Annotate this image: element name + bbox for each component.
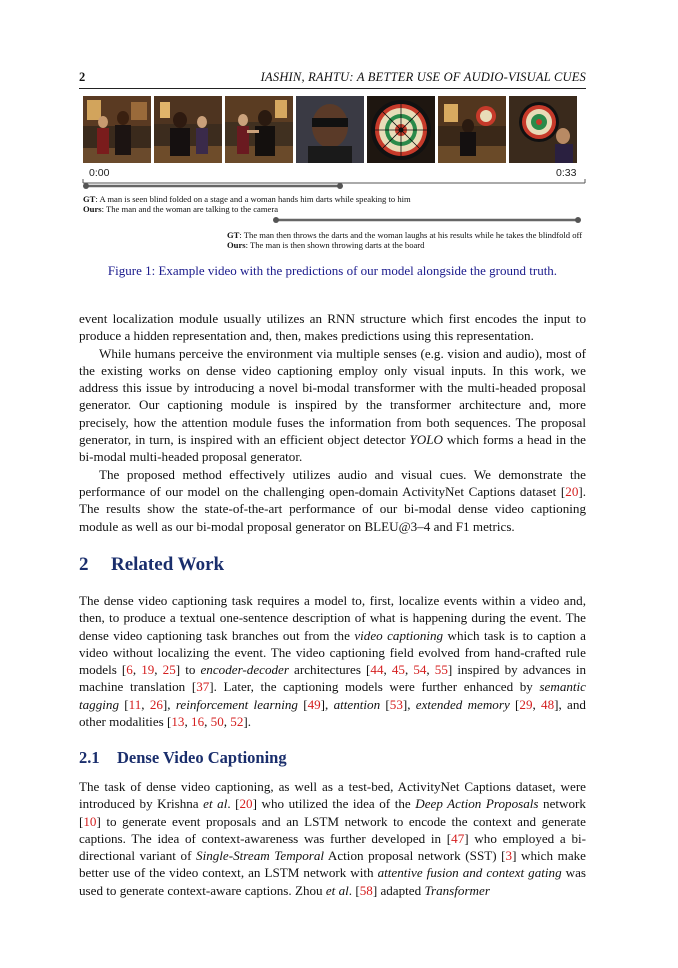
segment-1-ours-caption: Ours: The man and the woman are talking to the camera bbox=[83, 204, 279, 214]
citation-link[interactable]: 11 bbox=[128, 696, 142, 712]
citation-link[interactable]: 52 bbox=[230, 714, 244, 730]
video-frame-4 bbox=[296, 96, 364, 163]
citation-link[interactable]: 47 bbox=[451, 830, 465, 846]
citation-link[interactable]: 25 bbox=[162, 662, 176, 678]
section-2-paragraph: The dense video captioning task requires a model to, first, localize events within a video and, then, to produce a textual one-sentence description of what is happening during the event. The dense video captioning task branches out from the video captioning which task is to caption a video without localizing the event. The video captioning field evolved from hand-crafted rule models [6, 19, 25] to encoder-decoder architectures [44, 45, 54, 55] inspired by advances in machine translation [37]. Later, the captioning models were further enhanced by semantic tagging [11, 26], reinforcement learning [49], attention [53], extended memory [29, 48], and other modalities [13, 16, 50, 52]. bbox=[79, 593, 587, 730]
subsection-heading: 2.1 Dense Video Captioning bbox=[79, 748, 287, 767]
figure-caption: Figure 1: Example video with the predictions of our model alongside the ground truth. bbox=[107, 263, 558, 278]
timeline-start-label: 0:00 bbox=[89, 167, 110, 179]
video-frames bbox=[83, 96, 585, 164]
segment-2-end-dot bbox=[575, 217, 581, 223]
citation-link[interactable]: 49 bbox=[307, 696, 321, 712]
citation-link[interactable]: 20 bbox=[239, 796, 253, 812]
video-frame-1 bbox=[83, 96, 151, 163]
citation-link[interactable]: 16 bbox=[191, 714, 205, 730]
segment-2-gt-caption: GT: The man then throws the darts and the woman laughs at his results while he takes the blindfold off bbox=[227, 230, 583, 240]
citation-link[interactable]: 50 bbox=[210, 714, 224, 730]
segment-1-start-dot bbox=[83, 183, 89, 189]
section-2-1-text bbox=[79, 778, 586, 899]
segment-1-end-dot bbox=[337, 183, 343, 189]
segment-1-gt-caption: GT: A man is seen blind folded on a stage and a woman hands him darts while speaking to him bbox=[83, 194, 411, 204]
citation-link[interactable]: 44 bbox=[370, 662, 384, 678]
intro-text bbox=[79, 310, 586, 535]
video-frame-2 bbox=[154, 96, 222, 163]
citation-link[interactable]: 29 bbox=[519, 696, 533, 712]
timeline-end-label: 0:33 bbox=[556, 167, 577, 179]
citation-link[interactable]: 19 bbox=[141, 662, 155, 678]
page-number: 2 bbox=[79, 70, 86, 84]
citation-link[interactable]: 10 bbox=[83, 813, 97, 829]
section-heading: 2 Related Work bbox=[79, 554, 225, 575]
page-header bbox=[79, 68, 586, 89]
segment-2-ours-caption: Ours: The man is then shown throwing darts at the board bbox=[227, 240, 425, 250]
citation-link[interactable]: 26 bbox=[149, 696, 163, 712]
intro-paragraph-1: event localization module usually utilizes an RNN structure which first encodes the input to produce a hidden representation and, then, makes predictions using this representation. bbox=[79, 311, 586, 344]
video-frame-7 bbox=[509, 96, 577, 163]
video-frame-3 bbox=[225, 96, 293, 163]
intro-paragraph-3: The proposed method effectively utilizes audio and visual cues. We demonstrate the performance of our model on the challenging open-domain ActivityNet Captions dataset [20]. The results show the state-of-the-art performance of our bi-modal dense video captioning module as well as our bi-modal proposal generator on BLEU@3–4 and F1 metrics. bbox=[79, 466, 586, 534]
citation-link[interactable]: 13 bbox=[171, 714, 185, 730]
intro-paragraph-2: While humans perceive the environment via multiple senses (e.g. vision and audio), most of the existing works on dense video captioning employ only visual inputs. In this work, we address this issue by introducing a novel bi-modal transformer with the multi-headed proposal generator. Our captioning module is inspired by the transformer architecture and, more precisely, how the attention module fuses the information from both sequences. The proposal generator, in turn, is inspired with an efficient object detector YOLO which forms a head in the bi-modal multi-headed proposal generator. bbox=[79, 345, 586, 465]
citation-link[interactable]: 45 bbox=[391, 662, 405, 678]
citation-link[interactable]: 53 bbox=[389, 696, 403, 712]
section-2-1-paragraph: The task of dense video captioning, as well as a test-bed, ActivityNet Captions dataset, were introduced by Krishna et al. [20] who utilized the idea of the Deep Action Proposals network [10] to generate event proposals and an LSTM network to encode the context and generate captions. The idea of context-awareness was further developed in [47] who employed a bi-directional variant of Single-Stream Temporal Action proposal network (SST) [3] which make better use of the video context, an LSTM network with attentive fusion and context gating was used to generate context-aware captions. Zhou et al. [58] adapted Transformer bbox=[79, 779, 586, 898]
citation-link[interactable]: 37 bbox=[196, 679, 210, 695]
running-title: IASHIN, RAHTU: A BETTER USE OF AUDIO-VISUAL CUES bbox=[260, 70, 586, 84]
citation-link[interactable]: 58 bbox=[359, 882, 373, 898]
section-2-text bbox=[79, 592, 586, 730]
citation-link[interactable]: 20 bbox=[565, 483, 579, 499]
citation-link[interactable]: 6 bbox=[126, 662, 133, 678]
segment-2-start-dot bbox=[273, 217, 279, 223]
citation-link[interactable]: 54 bbox=[413, 662, 427, 678]
video-frame-5 bbox=[367, 96, 435, 163]
citation-link[interactable]: 55 bbox=[434, 662, 448, 678]
citation-link[interactable]: 3 bbox=[505, 848, 513, 864]
citation-link[interactable]: 48 bbox=[541, 696, 555, 712]
video-frame-6 bbox=[438, 96, 506, 163]
